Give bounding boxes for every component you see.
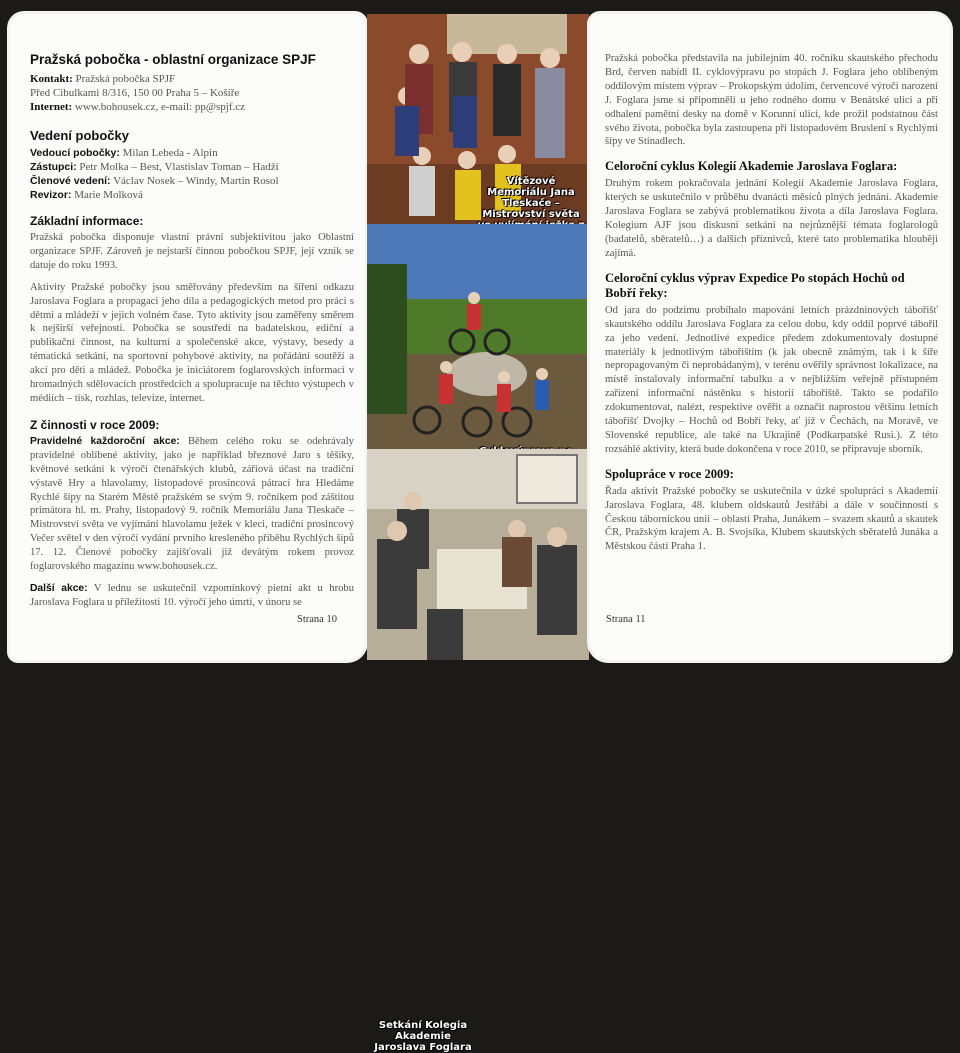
role-label: Revizor:	[30, 189, 72, 201]
cooperation-heading: Spolupráce v roce 2009:	[605, 466, 734, 481]
role-value: Václav Nosek – Windy, Martin Rosol	[113, 175, 279, 187]
contact-line	[30, 72, 354, 86]
role-row	[30, 146, 354, 160]
role-label: Zástupci:	[30, 161, 77, 173]
role-row	[30, 188, 354, 202]
role-value: Milan Lebeda - Alpin	[122, 147, 218, 159]
document-title: Pražská pobočka - oblastní organizace SPJF	[30, 52, 316, 67]
cooperation-paragraph: Řada aktivit Pražské pobočky se uskutečnila v úzké spolupráci s Akademií Jaroslava Foglara, 48. klubem oldskautů Jestřábi a dále v součinnosti s Českou tábornickou unií – oblastí Praha, Junákem – svazem skautů a skautek ČR, Pražským krajem A. B. Svojsíka, Klubem skautských sběratelů Junáka a Městskou částí Praha 1.	[605, 485, 938, 553]
other-events-paragraph	[30, 582, 354, 610]
regular-events-label: Pravidelné každoroční akce:	[30, 435, 180, 447]
role-row	[30, 174, 354, 188]
expedition-paragraph: Od jara do podzimu probíhalo mapování letních prázdninových tábořišť skautského oddílu Jaroslava Foglara za celou dobu, kdy oddíl poprvé tábořil za jeho vedení. Jednotlivé expedice předem zdokumentovaly dostupné materiály k jednotlivým tábořištím (k jak obecně známým, tak i k šíře nepropagovaným či neprobádaným), v terénu ověřily správnost lokalizace, na místě instalovaly informační tabulku a v nejbližším veřejně přístupném zařízení informační nástěnku s historií tábořiště. Takto se podařilo zdokumentovat, nalézt, respektive ověřit a označit naprostou většinu letních tábořišť Dvojky – Hochů od Bobří řeky, ať již v Čechách, na Moravě, ve Slovenské republice, ale také na Ukrajině (Podkarpatské Rusi.). Z této rozsáhlé aktivity, která bude dokončena v roce 2010, se připravuje sborník.	[605, 304, 938, 455]
page-number-left: Strana 10	[297, 614, 337, 625]
basic-info-title: Základní informace:	[30, 214, 144, 228]
address-line: Před Cibulkami 8/316, 150 00 Praha 5 – Košíře	[30, 87, 240, 99]
role-value: Marie Molková	[74, 189, 143, 201]
contact-value: Pražská pobočka SPJF	[75, 73, 176, 85]
internet-label: Internet:	[30, 101, 73, 113]
leadership-title: Vedení pobočky	[30, 128, 129, 143]
colloquium-heading: Celoroční cyklus Kolegií Akademie Jaroslava Foglara:	[605, 159, 898, 174]
role-label: Vedoucí pobočky:	[30, 147, 120, 159]
cycling-photo-illustration	[367, 224, 589, 449]
other-events-label: Další akce:	[30, 582, 88, 594]
role-row	[30, 160, 354, 174]
colloquium-paragraph: Druhým rokem pokračovala jednání Kolegií Akademie Jaroslava Foglara, kterých se uskutečnilo v průběhu dvanácti měsíců plných jednání. Akademie Jaroslava Foglara se zabývá problematikou života a díla Jaroslava Foglara. Kolegium AJF jsou diskusní setkání na nejrůznější témata foglarologů (badatelů, sběratelů…) a dalších příznivců, které tato problematika hlouběji zajímá.	[605, 178, 938, 259]
intro-paragraph: Pražská pobočka představila na jubilejním 40. ročníku skautského přechodu Brd, červen nabídl II. cyklovýpravu po stopách J. Foglara jeho oblíbeným oddílovým místem výprav – Prokopským údolím, červencové výročí narození J. Foglara jsme si připomněli u jeho rodného domu v Benátské ulici a při odhalení pamětní desky na domě v Korunní ulici, kde prožil podstatnou část svého života, pobočka byla zastoupena při listopadovém Bruslení s Rychlými šípy ve Stínadlech.	[605, 53, 938, 148]
photo-cycling-trip	[367, 224, 589, 449]
photo-seminar	[367, 449, 589, 1053]
page-number-right: Strana 11	[606, 614, 646, 625]
regular-events-text: Během celého roku se odehrávaly pravidelné oblíbené aktivity, jako je například březnové Jaro s těšíky, květnové setkání k výročí čtenářských klubů, zářiová účast na tradiční výstavě Hry a hlavolamy, listopadové prosincová pátrací hra Hledáme Rychlé šípy na Starém Městě pražském se svým 9. ročníkem pod záštitou primátora hl. m. Prahy, listopadový 9. ročník Memoriálu Jana Tleskače – Mistrovství světa ve vyjímání hlavolamu ježek v kleci, tradiční prosincový Večer světel v den výročí vydání prvního kresleného příběhu Rychlých šípů 17. 12. Členové pobočky zajišťovali již devátým rokem provoz foglarovského magazínu www.bohousek.cz.	[30, 435, 354, 573]
photo-caption-winners: Vítězové Memoriálu Jana Tleskače – Mistrovství světa	[482, 176, 580, 220]
internet-value: www.bohousek.cz, e-mail: pp@spjf.cz	[74, 101, 245, 113]
expedition-heading: Celoroční cyklus výprav Expedice Po stopách Hochů od Bobří řeky:	[605, 270, 905, 300]
photo-memorial-winners	[367, 14, 589, 224]
activity-2009-title: Z činnosti v roce 2009:	[30, 417, 160, 432]
internet-line	[30, 100, 354, 114]
right-page-content	[605, 52, 938, 554]
photo-strip	[367, 0, 589, 1053]
role-value: Petr Molka – Best, Vlastislav Toman – Hadži	[79, 161, 279, 173]
role-label: Členové vedení:	[30, 175, 111, 187]
basic-info-paragraph-2: Aktivity Pražské pobočky jsou směřovány především na šíření odkazu Jaroslava Foglara a propagaci jeho díla a pedagogických metod pro práci s dětmi a mládeží v jejich volném čase. Tyto aktivity jsou zaměřeny směrem k nejširší veřejnosti. Pobočka se soustředí na badatelskou, ediční a publikační činnost, na kulturní a společenské akce, výstavy, besedy a tématická setkání, na sportovní pohybové aktivity, na pořádání soutěží a akcí pro děti a mládež. Pobočka je iniciátorem foglarovských informací v hromadných sdělovacích prostředcích a spolupracuje na těchto výstupech v médiích – tisk, rozhlas, televize, internet.	[30, 281, 354, 404]
seminar-photo-illustration	[367, 449, 589, 660]
basic-info-paragraph-1: Pražská pobočka disponuje vlastní právní subjektivitou jako Oblastní organizace SPJF. Zároveň je nejstarší činnou pobočkou SPJF, její vznik se datuje do roku 1993.	[30, 232, 354, 271]
photo-caption-seminar: Setkání Kolegia Akademie Jaroslava Foglara	[374, 1020, 472, 1053]
other-events-text: V lednu se uskutečnil vzpomínkový pietní akt u hrobu Jaroslava Foglara u příležitosti 10. výročí jeho úmrtí, v únoru se	[30, 582, 354, 608]
contact-label: Kontakt:	[30, 73, 73, 85]
regular-events-paragraph	[30, 435, 354, 574]
left-page-content	[30, 52, 354, 610]
